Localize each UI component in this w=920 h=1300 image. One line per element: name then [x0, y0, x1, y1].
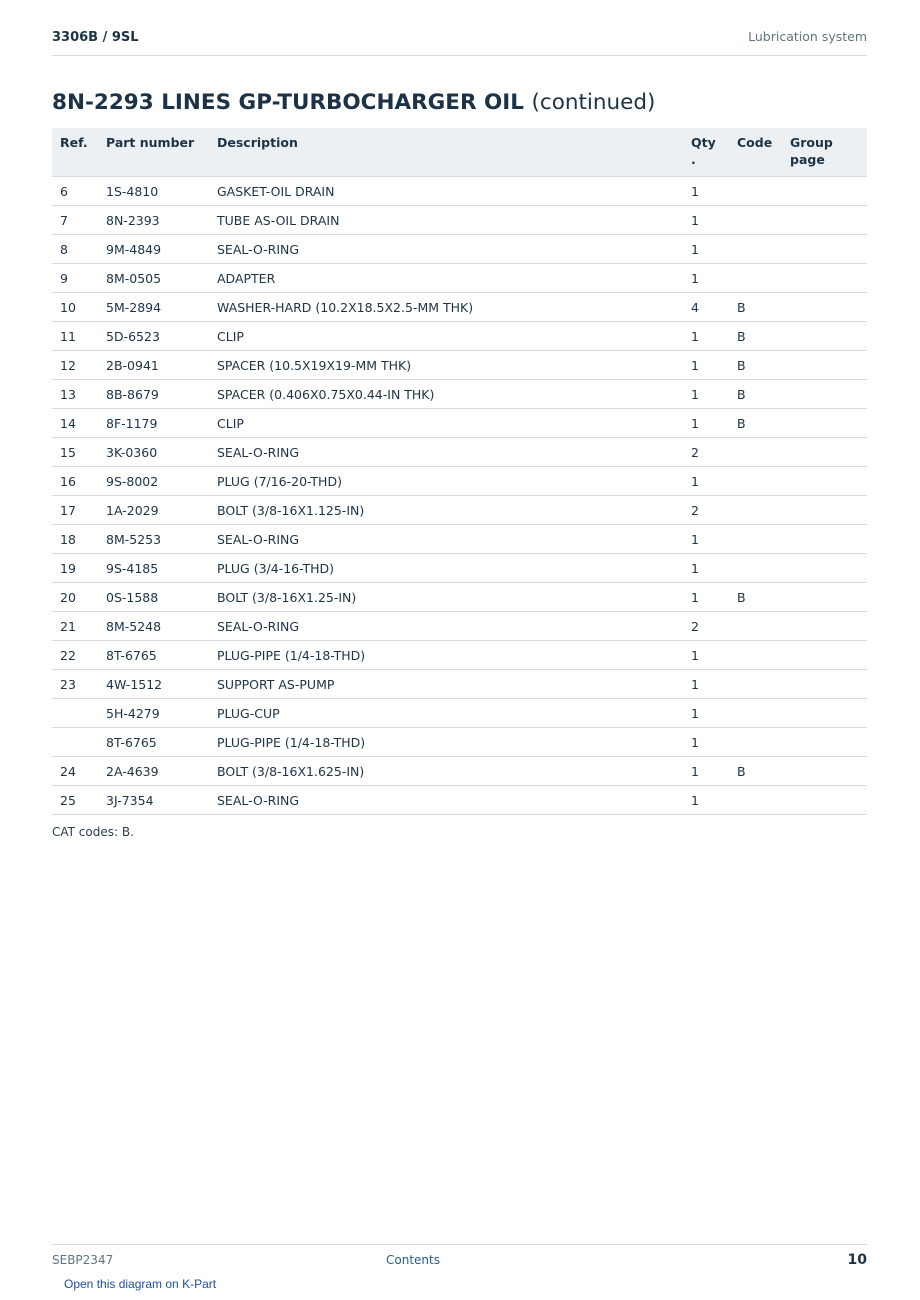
row-description: BOLT (3/8-16X1.25-IN) — [209, 583, 683, 612]
row-ref: 14 — [52, 409, 98, 438]
row-description: ADAPTER — [209, 264, 683, 293]
row-part-number: 0S-1588 — [98, 583, 209, 612]
row-qty: 2 — [683, 496, 729, 525]
column-header-part-number: Part number — [98, 128, 209, 177]
row-part-number: 5H-4279 — [98, 699, 209, 728]
row-part-number: 8N-2393 — [98, 206, 209, 235]
footer-divider — [52, 1244, 867, 1245]
row-description: SEAL-O-RING — [209, 612, 683, 641]
row-group-page — [782, 699, 867, 728]
row-ref: 17 — [52, 496, 98, 525]
table-row — [52, 786, 867, 815]
row-description: TUBE AS-OIL DRAIN — [209, 206, 683, 235]
row-part-number: 9S-4185 — [98, 554, 209, 583]
row-qty: 1 — [683, 380, 729, 409]
column-header-group-line1: Group — [790, 135, 833, 150]
row-ref: 15 — [52, 438, 98, 467]
column-header-group-line2: page — [790, 152, 825, 167]
row-group-page — [782, 177, 867, 206]
row-part-number: 2A-4639 — [98, 757, 209, 786]
row-qty: 1 — [683, 467, 729, 496]
table-row — [52, 525, 867, 554]
row-part-number: 1S-4810 — [98, 177, 209, 206]
row-description: SEAL-O-RING — [209, 525, 683, 554]
row-code — [729, 728, 782, 757]
table-row — [52, 583, 867, 612]
row-part-number: 4W-1512 — [98, 670, 209, 699]
row-group-page — [782, 583, 867, 612]
row-description: CLIP — [209, 409, 683, 438]
cat-codes-note: CAT codes: B. — [52, 825, 134, 839]
page-title-suffix: (continued) — [531, 90, 656, 115]
row-ref: 13 — [52, 380, 98, 409]
row-part-number: 8M-5248 — [98, 612, 209, 641]
row-part-number: 2B-0941 — [98, 351, 209, 380]
row-group-page — [782, 554, 867, 583]
row-group-page — [782, 641, 867, 670]
row-code: B — [729, 322, 782, 351]
row-description: SEAL-O-RING — [209, 786, 683, 815]
row-qty: 1 — [683, 670, 729, 699]
column-header-qty-line2: . — [691, 152, 696, 167]
row-ref: 23 — [52, 670, 98, 699]
row-group-page — [782, 235, 867, 264]
row-qty: 1 — [683, 757, 729, 786]
row-description: SUPPORT AS-PUMP — [209, 670, 683, 699]
page-number: 10 — [847, 1252, 867, 1268]
table-row — [52, 467, 867, 496]
table-row — [52, 206, 867, 235]
row-part-number: 8B-8679 — [98, 380, 209, 409]
document-id: SEBP2347 — [52, 1253, 114, 1267]
table-row — [52, 322, 867, 351]
row-qty: 1 — [683, 525, 729, 554]
row-description: PLUG-PIPE (1/4-18-THD) — [209, 641, 683, 670]
row-qty: 1 — [683, 235, 729, 264]
table-row — [52, 409, 867, 438]
page-title — [52, 90, 655, 115]
row-ref: 19 — [52, 554, 98, 583]
model-label: 3306B / 9SL — [52, 30, 139, 45]
row-group-page — [782, 786, 867, 815]
row-code: B — [729, 583, 782, 612]
row-part-number: 8T-6765 — [98, 641, 209, 670]
row-ref: 10 — [52, 293, 98, 322]
table-row — [52, 728, 867, 757]
row-qty: 1 — [683, 322, 729, 351]
row-group-page — [782, 757, 867, 786]
contents-link[interactable]: Contents — [386, 1253, 440, 1267]
table-row — [52, 235, 867, 264]
column-header-qty-line1: Qty — [691, 135, 716, 150]
table-row — [52, 177, 867, 206]
row-group-page — [782, 525, 867, 554]
row-code — [729, 670, 782, 699]
row-part-number: 5D-6523 — [98, 322, 209, 351]
row-ref — [52, 728, 98, 757]
row-group-page — [782, 206, 867, 235]
row-description: GASKET-OIL DRAIN — [209, 177, 683, 206]
row-code — [729, 206, 782, 235]
row-group-page — [782, 264, 867, 293]
header-divider — [52, 55, 867, 56]
row-ref: 6 — [52, 177, 98, 206]
row-code — [729, 496, 782, 525]
table-row — [52, 496, 867, 525]
row-qty: 2 — [683, 612, 729, 641]
row-code — [729, 699, 782, 728]
row-description: SPACER (10.5X19X19-MM THK) — [209, 351, 683, 380]
open-k-part-link[interactable]: Open this diagram on K-Part — [64, 1277, 217, 1291]
table-row — [52, 264, 867, 293]
table-row — [52, 293, 867, 322]
row-ref — [52, 699, 98, 728]
row-group-page — [782, 322, 867, 351]
row-description: PLUG-CUP — [209, 699, 683, 728]
row-ref: 8 — [52, 235, 98, 264]
row-description: WASHER-HARD (10.2X18.5X2.5-MM THK) — [209, 293, 683, 322]
row-part-number: 1A-2029 — [98, 496, 209, 525]
table-row — [52, 757, 867, 786]
row-code: B — [729, 409, 782, 438]
row-description: PLUG (3/4-16-THD) — [209, 554, 683, 583]
row-qty: 4 — [683, 293, 729, 322]
row-ref: 11 — [52, 322, 98, 351]
row-ref: 16 — [52, 467, 98, 496]
column-header-group-page — [782, 128, 867, 177]
row-qty: 1 — [683, 206, 729, 235]
row-part-number: 9M-4849 — [98, 235, 209, 264]
row-code — [729, 235, 782, 264]
table-row — [52, 380, 867, 409]
row-group-page — [782, 670, 867, 699]
row-group-page — [782, 612, 867, 641]
row-group-page — [782, 351, 867, 380]
row-qty: 1 — [683, 409, 729, 438]
table-header-row — [52, 128, 867, 177]
table-row — [52, 670, 867, 699]
row-description: SEAL-O-RING — [209, 438, 683, 467]
row-ref: 12 — [52, 351, 98, 380]
row-code — [729, 264, 782, 293]
row-qty: 1 — [683, 554, 729, 583]
row-qty: 1 — [683, 264, 729, 293]
row-code: B — [729, 757, 782, 786]
row-group-page — [782, 728, 867, 757]
column-header-qty — [683, 128, 729, 177]
row-qty: 1 — [683, 177, 729, 206]
page-header — [52, 29, 867, 45]
row-description: SPACER (0.406X0.75X0.44-IN THK) — [209, 380, 683, 409]
table-row — [52, 699, 867, 728]
row-part-number: 3J-7354 — [98, 786, 209, 815]
row-part-number: 8F-1179 — [98, 409, 209, 438]
row-group-page — [782, 467, 867, 496]
parts-table — [52, 128, 867, 815]
row-description: PLUG-PIPE (1/4-18-THD) — [209, 728, 683, 757]
row-part-number: 8T-6765 — [98, 728, 209, 757]
row-code — [729, 467, 782, 496]
row-code — [729, 786, 782, 815]
row-part-number: 3K-0360 — [98, 438, 209, 467]
row-ref: 9 — [52, 264, 98, 293]
table-row — [52, 351, 867, 380]
row-code — [729, 438, 782, 467]
table-row — [52, 612, 867, 641]
row-description: BOLT (3/8-16X1.625-IN) — [209, 757, 683, 786]
row-ref: 24 — [52, 757, 98, 786]
row-group-page — [782, 409, 867, 438]
row-part-number: 8M-5253 — [98, 525, 209, 554]
page-title-main: 8N-2293 LINES GP-TURBOCHARGER OIL — [52, 90, 525, 115]
row-qty: 1 — [683, 786, 729, 815]
row-description: BOLT (3/8-16X1.125-IN) — [209, 496, 683, 525]
row-part-number: 9S-8002 — [98, 467, 209, 496]
row-qty: 2 — [683, 438, 729, 467]
row-qty: 1 — [683, 699, 729, 728]
row-code: B — [729, 351, 782, 380]
table-row — [52, 554, 867, 583]
row-description: PLUG (7/16-20-THD) — [209, 467, 683, 496]
row-qty: 1 — [683, 641, 729, 670]
table-row — [52, 641, 867, 670]
row-code — [729, 641, 782, 670]
row-ref: 25 — [52, 786, 98, 815]
row-code: B — [729, 380, 782, 409]
row-part-number: 8M-0505 — [98, 264, 209, 293]
row-group-page — [782, 438, 867, 467]
row-group-page — [782, 293, 867, 322]
row-description: CLIP — [209, 322, 683, 351]
section-label: Lubrication system — [748, 29, 867, 44]
row-code — [729, 177, 782, 206]
row-description: SEAL-O-RING — [209, 235, 683, 264]
parts-table-body — [52, 177, 867, 815]
table-row — [52, 438, 867, 467]
row-ref: 7 — [52, 206, 98, 235]
row-qty: 1 — [683, 728, 729, 757]
row-code — [729, 525, 782, 554]
row-qty: 1 — [683, 351, 729, 380]
row-group-page — [782, 496, 867, 525]
row-code: B — [729, 293, 782, 322]
row-ref: 18 — [52, 525, 98, 554]
row-code — [729, 612, 782, 641]
row-ref: 22 — [52, 641, 98, 670]
column-header-description: Description — [209, 128, 683, 177]
row-code — [729, 554, 782, 583]
row-part-number: 5M-2894 — [98, 293, 209, 322]
row-qty: 1 — [683, 583, 729, 612]
row-group-page — [782, 380, 867, 409]
row-ref: 21 — [52, 612, 98, 641]
column-header-ref: Ref. — [52, 128, 98, 177]
column-header-code: Code — [729, 128, 782, 177]
row-ref: 20 — [52, 583, 98, 612]
